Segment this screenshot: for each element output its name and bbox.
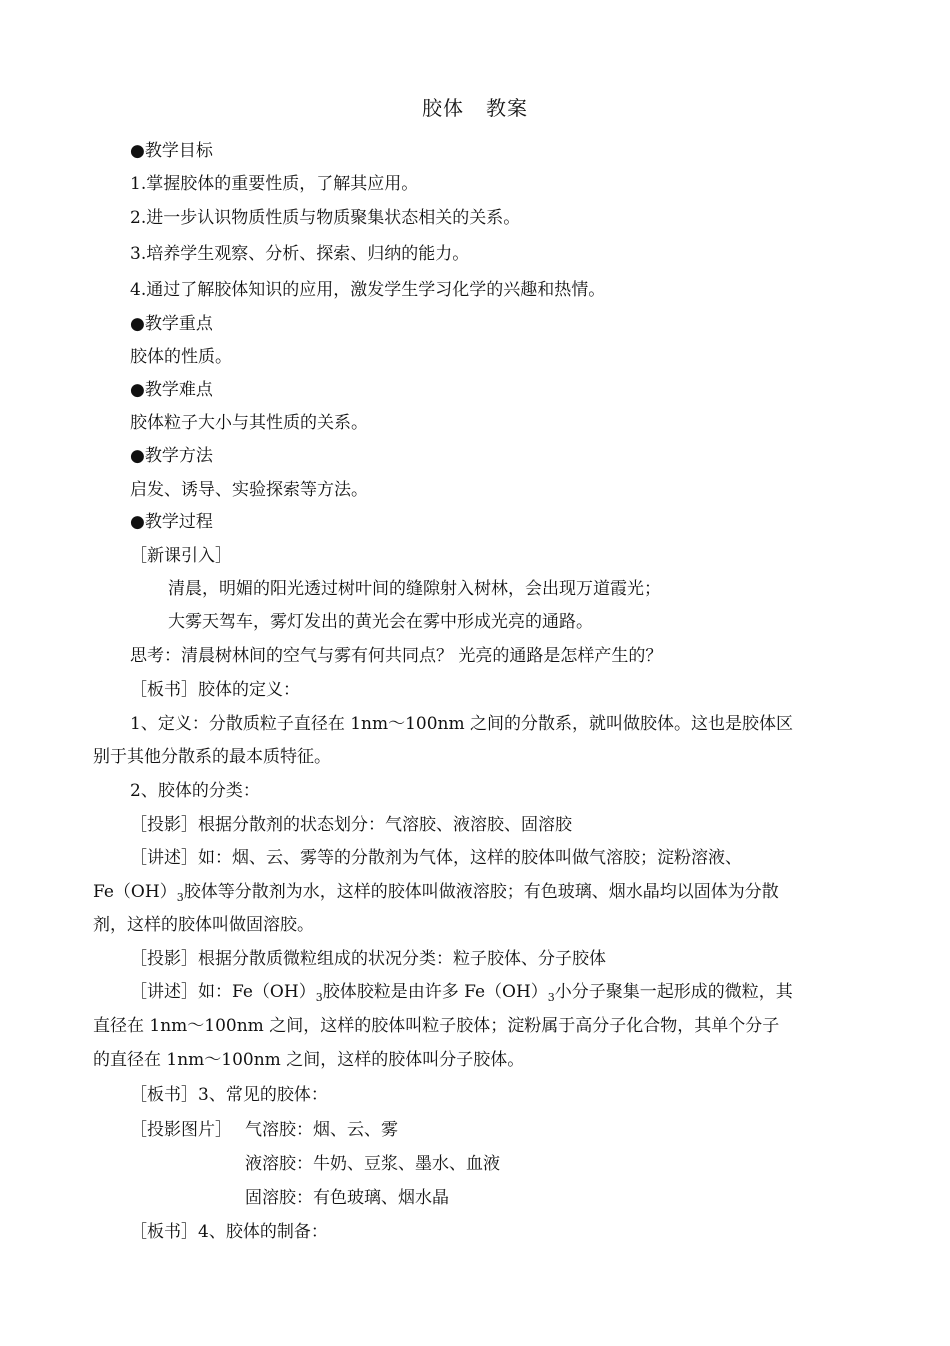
subscript-3: 3: [547, 991, 555, 1004]
goal-2: 2.进一步认识物质性质与物质聚集状态相关的关系。: [130, 208, 521, 228]
projection-picture-tag: ［投影图片］: [130, 1120, 232, 1140]
board-common-colloids: ［板书］3、常见的胶体：: [130, 1085, 328, 1105]
section-teaching-goals: ●教学目标: [130, 141, 213, 161]
lecture-2-line-1-a: ［讲述］如：Fe（OH）: [130, 982, 316, 1002]
subscript-3: 3: [176, 891, 184, 904]
lecture-1-line-2: [93, 880, 779, 910]
intro-line-1: 清晨，明媚的阳光透过树叶间的缝隙射入树林，会出现万道霞光；: [168, 579, 661, 599]
difficulties-text: 胶体粒子大小与其性质的关系。: [130, 413, 368, 433]
subscript-3: 3: [315, 991, 323, 1004]
board-definition: ［板书］胶体的定义：: [130, 680, 300, 700]
goal-3: 3.培养学生观察、分析、探索、归纳的能力。: [130, 244, 470, 264]
lecture-2-line-1-c: 小分子聚集一起形成的微粒，其: [554, 982, 793, 1002]
lecture-1-line-3: 剂，这样的胶体叫做固溶胶。: [93, 915, 314, 935]
title-part1: 胶体: [422, 96, 464, 120]
solid-sol-examples: 固溶胶：有色玻璃、烟水晶: [245, 1188, 449, 1208]
aerosol-examples: 气溶胶：烟、云、雾: [245, 1120, 398, 1140]
projection-1: ［投影］根据分散剂的状态划分：气溶胶、液溶胶、固溶胶: [130, 815, 572, 835]
definition-line-2: 别于其他分散系的最本质特征。: [93, 747, 331, 767]
methods-text: 启发、诱导、实验探索等方法。: [130, 480, 368, 500]
definition-line-1: 1、定义：分散质粒子直径在 1nm～100nm 之间的分散系，就叫做胶体。这也是胶体区: [130, 714, 794, 734]
lecture-1-line-1: ［讲述］如：烟、云、雾等的分散剂为气体，这样的胶体叫做气溶胶；淀粉溶液、: [130, 848, 742, 868]
thinking-question: 思考：清晨树林间的空气与雾有何共同点？ 光亮的通路是怎样产生的？: [130, 646, 663, 666]
lecture-2-line-1: [130, 980, 793, 1010]
section-methods: ●教学方法: [130, 446, 213, 466]
page-title: [0, 92, 950, 121]
projection-2: ［投影］根据分散质微粒组成的状况分类：粒子胶体、分子胶体: [130, 949, 606, 969]
intro-tag: ［新课引入］: [130, 546, 232, 566]
section-key-points: ●教学重点: [130, 314, 213, 334]
goal-4: 4.通过了解胶体知识的应用，激发学生学习化学的兴趣和热情。: [130, 280, 606, 300]
lecture-1-line-2-a: Fe（OH）: [93, 882, 177, 902]
section-process: ●教学过程: [130, 512, 213, 532]
goal-1: 1.掌握胶体的重要性质，了解其应用。: [130, 174, 419, 194]
intro-line-2: 大雾天驾车，雾灯发出的黄光会在雾中形成光亮的通路。: [168, 612, 593, 632]
lecture-2-line-1-b: 胶体胶粒是由许多 Fe（OH）: [322, 982, 548, 1002]
lecture-2-line-2: 直径在 1nm～100nm 之间，这样的胶体叫粒子胶体；淀粉属于高分子化合物，其单个分子: [93, 1016, 780, 1036]
classification-title: 2、胶体的分类：: [130, 781, 260, 801]
liquid-sol-examples: 液溶胶：牛奶、豆浆、墨水、血液: [245, 1154, 500, 1174]
lecture-2-line-3: 的直径在 1nm～100nm 之间，这样的胶体叫分子胶体。: [93, 1050, 525, 1070]
title-part2: 教案: [486, 96, 528, 120]
section-difficulties: ●教学难点: [130, 380, 213, 400]
board-preparation: ［板书］4、胶体的制备：: [130, 1222, 328, 1242]
key-points-text: 胶体的性质。: [130, 347, 232, 367]
lecture-1-line-2-b: 胶体等分散剂为水，这样的胶体叫做液溶胶；有色玻璃、烟水晶均以固体为分散: [183, 882, 779, 902]
